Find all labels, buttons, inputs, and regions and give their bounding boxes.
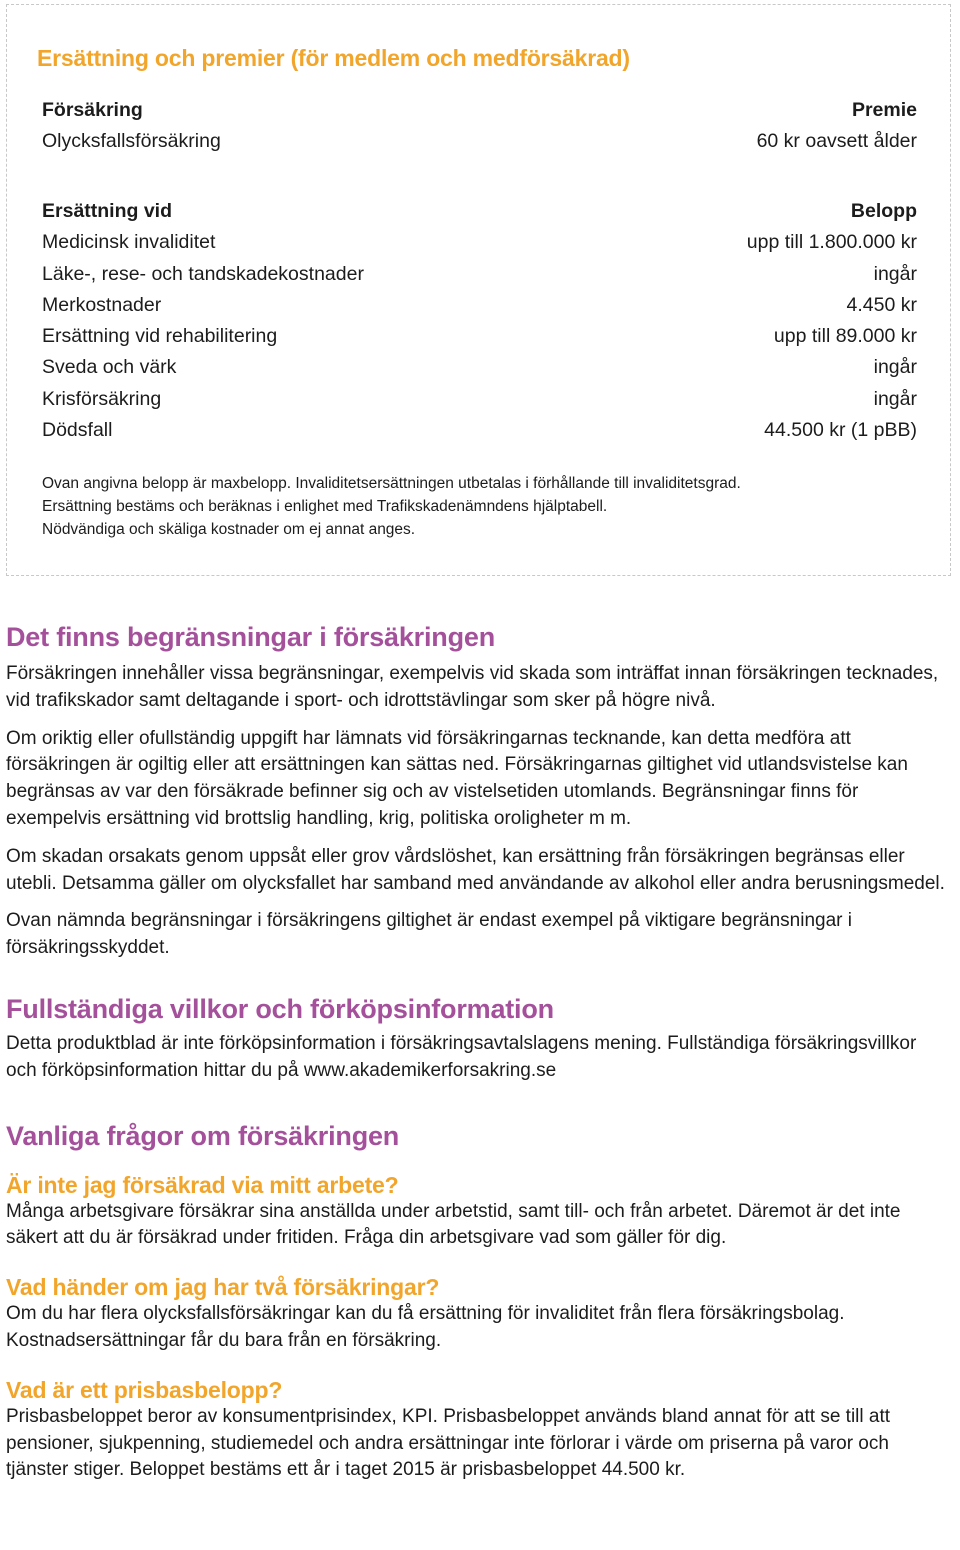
table-row: [42, 227, 917, 258]
note: Ersättning bestäms och beräknas i enlighet med Trafikskadenämndens hjälptabell.: [42, 497, 608, 515]
row-label: Olycksfallsförsäkring: [42, 130, 221, 153]
row-label: Merkostnader: [42, 293, 162, 316]
limitations-paragraph: Försäkringen innehåller vissa begränsningar, exempelvis vid skada som inträffat innan försäkringen tecknades, vid trafikskador samt deltagande i sport- och idrottstävlingar som sker på högre nivå.: [6, 663, 939, 711]
terms-heading: Fullständiga villkor och förköpsinformation: [6, 993, 554, 1024]
row-value: ingår: [873, 356, 917, 379]
table-row: [42, 126, 917, 157]
row-value: upp till 1.800.000 kr: [746, 231, 917, 254]
faq-question: Är inte jag försäkrad via mitt arbete?: [6, 1171, 399, 1198]
header-insurance: Försäkring: [42, 99, 143, 121]
compensation-table: [42, 196, 917, 446]
compensation-box: [6, 4, 951, 576]
row-value: 4.450 kr: [846, 293, 917, 316]
row-label: Läke-, rese- och tandskadekostnader: [42, 262, 364, 285]
table-row: [42, 384, 917, 415]
table-row: [42, 321, 917, 352]
header-amount: Belopp: [850, 200, 917, 222]
row-value: upp till 89.000 kr: [773, 325, 917, 348]
premium-table-header: [42, 95, 917, 126]
faq-question: Vad är ett prisbasbelopp?: [6, 1376, 283, 1403]
notes: [42, 473, 741, 541]
row-label: Krisförsäkring: [42, 387, 162, 410]
terms-paragraph: Detta produktblad är inte förköpsinformation i försäkringsavtalslagens mening. Fullständiga försäkringsvillkor och förköpsinformation hittar du på www.akademikerforsakring.se: [6, 1032, 917, 1081]
table-row: [42, 352, 917, 383]
faq-answer: Många arbetsgivare försäkrar sina anställda under arbetstid, samt till- och från arbetet. Däremot är det inte säkert att du är försäkrad under fritiden. Fråga din arbetsgivare vad som gäller för dig.: [6, 1200, 901, 1249]
table-row: [42, 415, 917, 446]
row-value: 60 kr oavsett ålder: [756, 130, 917, 153]
header-premium: Premie: [851, 99, 917, 121]
limitations-paragraph: Om skadan orsakats genom uppsåt eller grov vårdslöshet, kan ersättning från försäkringen begränsas eller utebli. Detsamma gäller om olycksfallet har samband med användande av alkohol eller andra berusningsmedel.: [6, 845, 945, 894]
faq-heading: Vanliga frågor om försäkringen: [6, 1120, 400, 1151]
row-label: Sveda och värk: [42, 356, 177, 379]
main-content: [6, 622, 946, 1484]
header-compensation: Ersättning vid: [42, 200, 173, 222]
note: Ovan angivna belopp är maxbelopp. Invaliditetsersättningen utbetalas i förhållande till invaliditetsgrad.: [42, 475, 741, 492]
limitations-paragraph: Om oriktig eller ofullständig uppgift har lämnats vid försäkringarnas tecknande, kan detta medföra att försäkringen är ogiltig eller att ersättningen kan sättas ned. Försäkringarnas giltighet vid utlandsvistelse kan begränsas av var den försäkrade befinner sig och av vistelsetiden utomlands. Begränsningar finns för exempelvis ersättning vid brottslig handling, krig, politiska oroligheter m m.: [6, 727, 908, 829]
row-value: 44.500 kr (1 pBB): [764, 419, 917, 442]
row-value: ingår: [873, 387, 917, 410]
faq-question: Vad händer om jag har två försäkringar?: [6, 1274, 440, 1301]
row-label: Dödsfall: [42, 419, 113, 442]
row-value: ingår: [873, 262, 917, 285]
faq-answer: Prisbasbeloppet beror av konsumentprisindex, KPI. Prisbasbeloppet används bland annat för att se till att pensioner, sjukpenning, studiemedel och andra ersättningar inte förlorar i värde om priserna på varor och tjänster stiger. Beloppet bestäms ett år i taget 2015 är prisbasbeloppet 44.500 kr.: [6, 1405, 891, 1481]
limitations-heading: Det finns begränsningar i försäkringen: [6, 622, 495, 652]
note: Nödvändiga och skäliga kostnader om ej annat anges.: [42, 520, 416, 538]
row-label: Medicinsk invaliditet: [42, 231, 216, 254]
faq-answer: Om du har flera olycksfallsförsäkringar kan du få ersättning för invaliditet från flera försäkringsbolag. Kostnadsersättningar får du bara från en försäkring.: [6, 1303, 845, 1351]
premium-table: [42, 95, 917, 158]
table-row: [42, 290, 917, 321]
limitations-paragraph: Ovan nämnda begränsningar i försäkringens giltighet är endast exempel på viktigare begränsningar i försäkringsskyddet.: [6, 910, 853, 959]
box-title: Ersättning och premier (för medlem och medförsäkrad): [37, 45, 630, 71]
row-label: Ersättning vid rehabilitering: [42, 325, 278, 348]
table-row: [42, 259, 917, 290]
compensation-table-header: [42, 196, 917, 227]
